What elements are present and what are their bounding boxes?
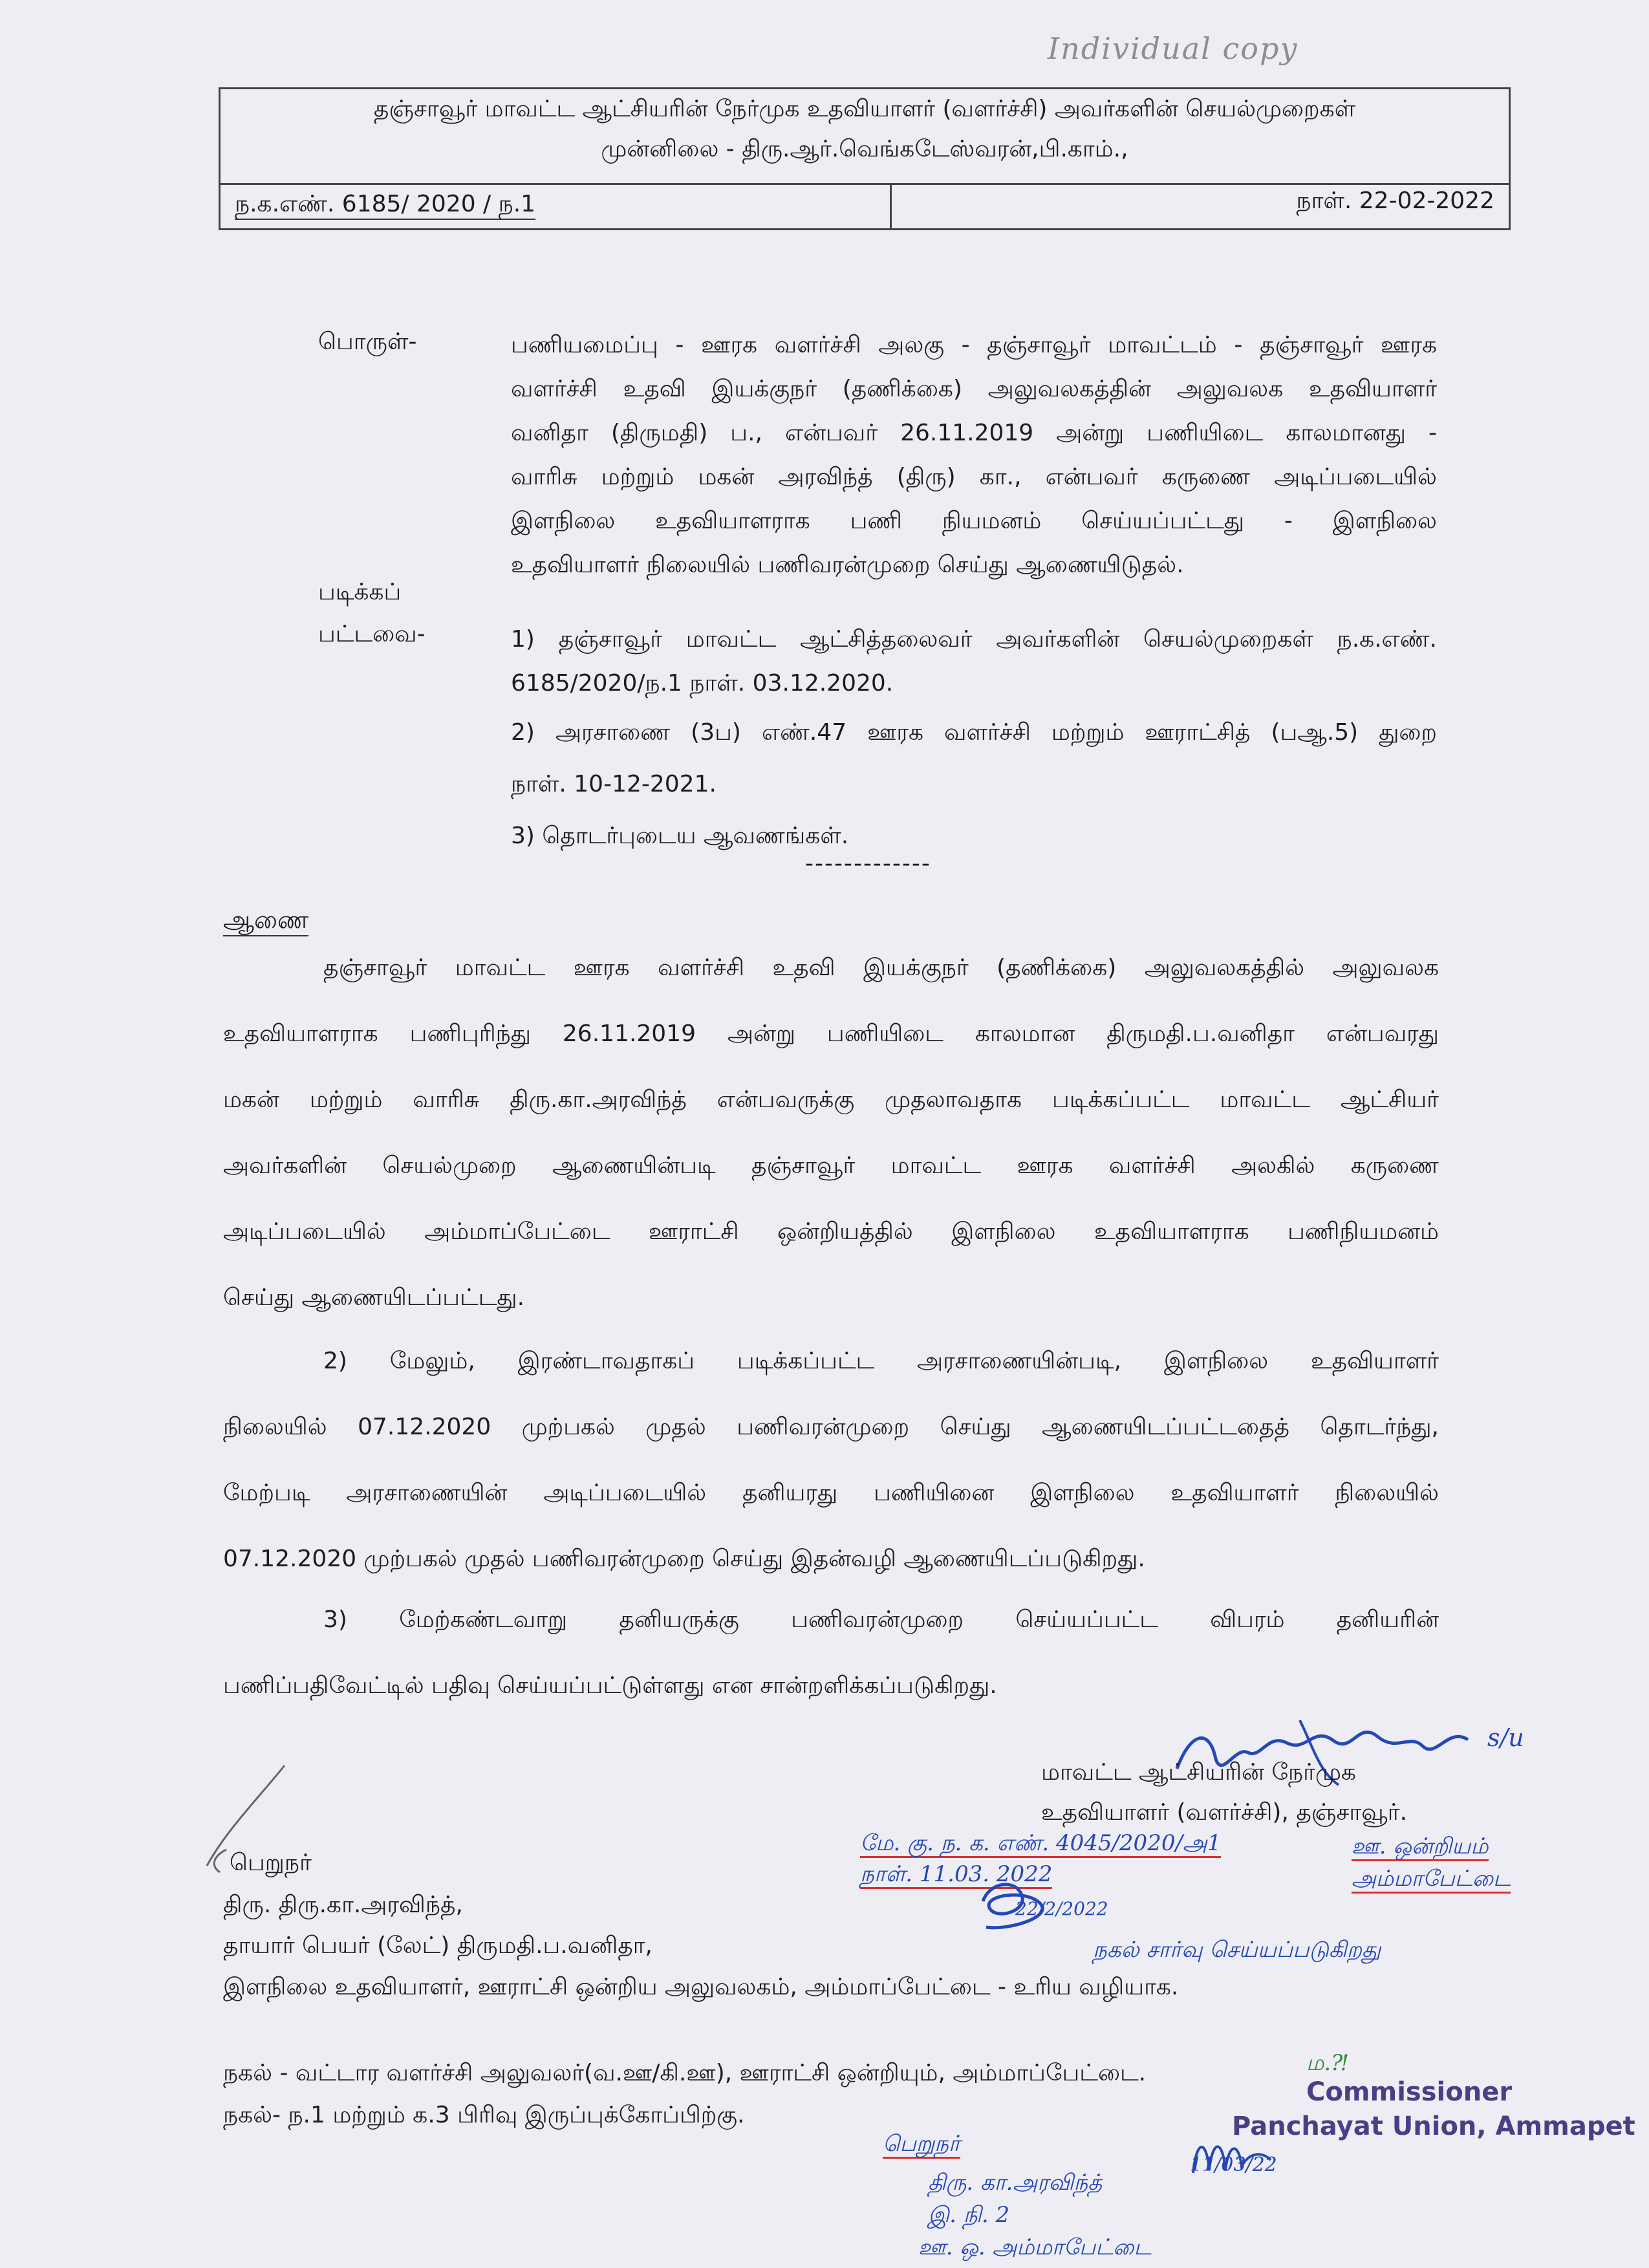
order-line: 2) மேலும், இரண்டாவதாகப் படிக்கப்பட்ட அரசாணையின்படி, இளநிலை உதவியாளர் — [323, 1348, 1439, 1374]
order-line: 07.12.2020 முற்பகல் முதல் பணிவரன்முறை செய்து இதன்வழி ஆணையிடப்படுகிறது. — [223, 1546, 1145, 1572]
office-title: தஞ்சாவூர் மாவட்ட ஆட்சியரின் நேர்முக உதவியாளர் (வளர்ச்சி) அவர்களின் செயல்முறைகள் — [373, 96, 1356, 122]
signatory-designation: மாவட்ட ஆட்சியரின் நேர்முக — [1041, 1759, 1356, 1786]
order-line: அடிப்படையில் அம்மாப்பேட்டை ஊராட்சி ஒன்றியத்தில் இளநிலை உதவியாளராக பணிநியமனம் — [223, 1218, 1439, 1245]
references-label-2: பட்டவை- — [318, 621, 426, 647]
references-label-1: படிக்கப் — [318, 579, 402, 605]
recipient-mother: தாயார் பெயர் (லேட்) திருமதி.ப.வனிதா, — [223, 1932, 652, 1959]
recipient-post: இளநிலை உதவியாளர், ஊராட்சி ஒன்றிய அலுவலகம், அம்மாப்பேட்டை - உரிய வழியாக. — [223, 1974, 1179, 2000]
order-line: மேற்படி அரசாணையின் அடிப்படையில் தனியரது பணியினை இளநிலை உதவியாளர் நிலையில் — [223, 1480, 1439, 1506]
handwritten-copy-note: நகல் சார்வு செய்யப்படுகிறது — [1093, 1937, 1381, 1963]
subject-line: வாரிசு மற்றும் மகன் அரவிந்த் (திரு) கா., என்பவர் கருணை அடிப்படையில் — [511, 464, 1437, 490]
reference-2: 2) அரசாணை (3ப) எண்.47 ஊரக வளர்ச்சி மற்றும் ஊராட்சித் (பஆ.5) துறை — [511, 719, 1437, 746]
reference-1-cont: 6185/2020/ந.1 நாள். 03.12.2020. — [511, 670, 894, 697]
subject-line: உதவியாளர் நிலையில் பணிவரன்முறை செய்து ஆணையிடுதல். — [511, 552, 1184, 578]
commissioner-stamp-sub: Panchayat Union, Ammapet — [1232, 2111, 1635, 2141]
reference-number: ந.க.எண். 6185/ 2020 / ந.1 — [235, 191, 535, 221]
handwritten-ref-date: நாள். 11.03. 2022 — [860, 1861, 1052, 1890]
copy-line-2: நகல்- ந.1 மற்றும் க.3 பிரிவு இருப்புக்கோப்பிற்கு. — [223, 2102, 745, 2128]
order-line: தஞ்சாவூர் மாவட்ட ஊரக வளர்ச்சி உதவி இயக்குநர் (தணிக்கை) அலுவலகத்தில் அலுவலக — [323, 955, 1439, 981]
reference-3: 3) தொடர்புடைய ஆவணங்கள். — [511, 823, 849, 849]
header-divider — [890, 183, 892, 228]
handwritten-ref: மே. கு. ந. க. எண். 4045/2020/அ1 — [860, 1830, 1221, 1859]
recipient-name: திரு. திரு.கா.அரவிந்த், — [223, 1892, 463, 1918]
handwritten-recipient-label: பெறுநர் — [883, 2131, 960, 2159]
order-line: செய்து ஆணையிடப்பட்டது. — [223, 1284, 525, 1311]
commissioner-stamp-title: Commissioner — [1306, 2077, 1513, 2107]
handwritten-recipient-post: இ. நி. 2 — [928, 2202, 1010, 2228]
subject-line: பணியமைப்பு - ஊரக வளர்ச்சி அலகு - தஞ்சாவூர் மாவட்டம் - தஞ்சாவூர் ஊரக — [511, 332, 1437, 358]
order-line: நிலையில் 07.12.2020 முற்பகல் முதல் பணிவரன்முறை செய்து ஆணையிடப்பட்டதைத் தொடர்ந்து, — [223, 1414, 1439, 1440]
recipient-label: பெறுநர் — [230, 1850, 312, 1876]
letterhead-box — [219, 87, 1511, 230]
references-list — [511, 618, 1437, 858]
handwritten-bottom-date: 11/03/22 — [1190, 2154, 1277, 2176]
handwritten-annotation: Individual copy — [1048, 31, 1299, 66]
subject-line: வளர்ச்சி உதவி இயக்குநர் (தணிக்கை) அலுவலகத்தின் அலுவலக உதவியாளர் — [511, 376, 1437, 402]
order-paragraph-1 — [223, 945, 1439, 1321]
handwritten-date: 22/2/2022 — [1015, 1898, 1108, 1919]
reference-2-cont: நாள். 10-12-2021. — [511, 771, 717, 797]
handwritten-office-1: ஊ. ஒன்றியம் — [1352, 1833, 1489, 1862]
subject-label: பொருள்- — [318, 329, 417, 355]
subject-line: வனிதா (திருமதி) ப., என்பவர் 26.11.2019 அன்று பணியிடை காலமானது - — [511, 420, 1437, 446]
order-title: ஆணை — [223, 905, 308, 938]
subject-line: இளநிலை உதவியாளராக பணி நியமனம் செய்யப்பட்டது - இளநிலை — [511, 508, 1437, 534]
copy-line-1: நகல் - வட்டார வளர்ச்சி அலுவலர்(வ.ஊ/கி.ஊ), ஊராட்சி ஒன்றியும், அம்மாப்பேட்டை. — [223, 2060, 1147, 2086]
separator: ------------- — [805, 850, 931, 877]
order-line: உதவியாளராக பணிபுரிந்து 26.11.2019 அன்று பணியிடை காலமான திருமதி.ப.வனிதா என்பவரது — [223, 1021, 1439, 1047]
order-line: அவர்களின் செயல்முறை ஆணையின்படி தஞ்சாவூர் மாவட்ட ஊரக வளர்ச்சி அலகில் கருணை — [223, 1152, 1439, 1179]
handwritten-recipient-name: திரு. கா.அரவிந்த் — [928, 2170, 1103, 2196]
order-paragraph-2 — [223, 1339, 1439, 1582]
stamp-scribble: ம.⁈ — [1306, 2050, 1348, 2076]
order-date: நாள். 22-02-2022 — [1296, 188, 1494, 214]
letterhead-title-row — [221, 89, 1509, 185]
signatory-office: உதவியாளர் (வளர்ச்சி), தஞ்சாவூர். — [1041, 1799, 1408, 1826]
order-paragraph-3 — [223, 1597, 1439, 1709]
handwritten-recipient-office: ஊ. ஒ. அம்மாபேட்டை — [918, 2234, 1152, 2260]
order-line: மகன் மற்றும் வாரிசு திரு.கா.அரவிந்த் என்பவருக்கு முதலாவதாக படிக்கப்பட்ட மாவட்ட ஆட்சியர் — [223, 1086, 1439, 1113]
reference-1: 1) தஞ்சாவூர் மாவட்ட ஆட்சித்தலைவர் அவர்களின் செயல்முறைகள் ந.க.எண். — [511, 626, 1437, 653]
subject-text — [511, 323, 1437, 587]
presiding-officer: முன்னிலை - திரு.ஆர்.வெங்கடேஸ்வரன்,பி.காம்., — [601, 136, 1128, 162]
order-line: பணிப்பதிவேட்டில் பதிவு செய்யப்பட்டுள்ளது என சான்றளிக்கப்படுகிறது. — [223, 1672, 997, 1699]
handwritten-office-2: அம்மாபேட்டை — [1352, 1866, 1511, 1894]
svg-text:s/u: s/u — [1487, 1723, 1524, 1752]
order-line: 3) மேற்கண்டவாறு தனியருக்கு பணிவரன்முறை செய்யப்பட்ட விபரம் தனியரின் — [323, 1606, 1439, 1633]
